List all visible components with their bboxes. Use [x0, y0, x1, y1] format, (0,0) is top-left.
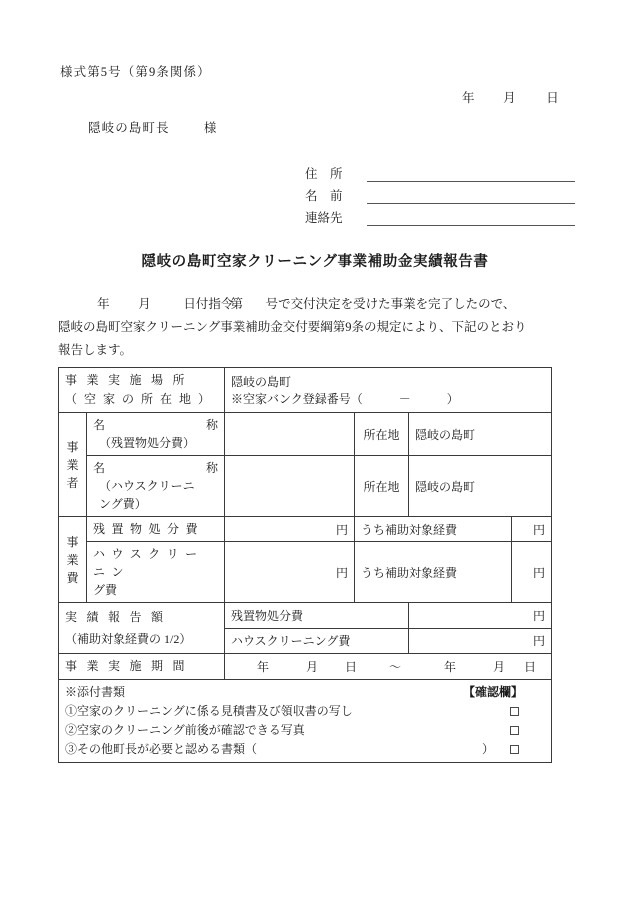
report-2-amount-unit: 円	[532, 634, 545, 649]
table-row-period	[59, 654, 552, 680]
operator-vertical-stack	[65, 438, 80, 492]
addressee-honorific: 様	[203, 121, 218, 135]
table-row-cost-1	[59, 517, 552, 542]
operator-char-2: 業	[66, 457, 79, 472]
attachment-item-2	[65, 721, 545, 740]
period-end-year: 年	[443, 660, 456, 674]
period-tilde: ～	[388, 660, 401, 674]
grant-number-prefix: 第	[230, 297, 244, 311]
place-label-line1: 事業実施場所	[65, 373, 195, 387]
operator-1-name-label-right: 称	[205, 418, 218, 432]
grant-day-order-label: 日付指令	[183, 297, 234, 311]
operator-1-location-label: 所在地	[355, 413, 409, 456]
applicant-contact-row	[305, 204, 575, 226]
operator-1-name-sub: （残置物処分費）	[99, 436, 196, 450]
report-amount-label-line2: （補助対象経費の 1/2）	[65, 632, 192, 646]
operator-2-name-input[interactable]	[225, 456, 355, 517]
table-row-operator-1	[59, 413, 552, 456]
cost-1-label: 残置物処分費	[87, 517, 225, 542]
operator-2-location-label: 所在地	[355, 456, 409, 517]
cost-2-label-line1: ハウスクリーニン	[93, 547, 204, 579]
report-1-amount-input[interactable]	[409, 603, 552, 629]
table-row-cost-2	[59, 542, 552, 603]
applicant-address-row	[305, 160, 575, 182]
attachment-item-3	[65, 740, 545, 759]
report-1-label: 残置物処分費	[225, 603, 409, 629]
date-day-label: 日	[546, 91, 559, 105]
operator-1-location-value[interactable]: 隠岐の島町	[409, 413, 552, 456]
cost-vertical-stack	[65, 533, 80, 587]
operator-2-name-sub2: ング費）	[99, 497, 147, 511]
attachment-item-3-checkbox[interactable]	[510, 745, 519, 754]
cost-1-subsidy-unit: 円	[532, 522, 545, 537]
cost-2-amount-input[interactable]	[225, 542, 355, 603]
attachment-item-1	[65, 702, 545, 721]
applicant-contact-input[interactable]	[367, 211, 575, 226]
operator-char-1: 事	[66, 439, 79, 454]
report-2-amount-input[interactable]	[409, 628, 552, 654]
cost-vertical-label	[59, 517, 87, 603]
submission-date-line	[462, 88, 559, 106]
period-end-day: 日	[523, 660, 536, 674]
attachments-heading-row	[65, 683, 545, 702]
date-year-label: 年	[462, 91, 475, 105]
body-paragraph	[58, 293, 558, 362]
body-line-3: 報告します。	[58, 343, 133, 357]
cost-1-subsidy-input[interactable]	[511, 517, 551, 542]
cost-char-2: 業	[66, 552, 79, 567]
operator-1-name-label: 名	[93, 418, 106, 432]
cost-char-3: 費	[66, 570, 79, 585]
applicant-fields	[305, 160, 575, 226]
report-2-label: ハウスクリーニング費	[225, 628, 409, 654]
attachment-item-1-label: ①空家のクリーニングに係る見積書及び領収書の写し	[65, 704, 353, 718]
table-row-operator-2	[59, 456, 552, 517]
cost-2-amount-unit: 円	[335, 565, 348, 580]
table-row-place	[59, 368, 552, 413]
period-start-day: 日	[344, 660, 357, 674]
table-row-report-1	[59, 603, 552, 629]
period-start-year: 年	[256, 660, 269, 674]
cost-2-label-line2: グ費	[93, 583, 118, 597]
cost-char-1: 事	[66, 534, 79, 549]
body-line-1	[58, 293, 558, 316]
applicant-contact-label: 連絡先	[305, 211, 343, 225]
attachments-heading: ※添付書類	[65, 685, 126, 699]
attachments-cell	[59, 680, 552, 763]
date-month-label: 月	[503, 91, 516, 105]
report-table	[58, 367, 552, 763]
addressee-name: 隠岐の島町長	[88, 121, 170, 135]
operator-2-name-sub: （ハウスクリーニ	[99, 479, 195, 493]
place-bank-number: ※空家バンク登録番号（ － ）	[231, 392, 459, 406]
operator-1-name-row	[93, 416, 218, 434]
report-1-amount-unit: 円	[532, 608, 545, 623]
cost-1-amount-input[interactable]	[225, 517, 355, 542]
place-value-town: 隠岐の島町	[231, 375, 292, 389]
place-value-cell[interactable]	[225, 368, 552, 413]
cost-2-subsidy-input[interactable]	[511, 542, 551, 603]
body-line-1-tail: 号で交付決定を受けた事業を完了したので、	[265, 297, 516, 311]
cost-1-subsidy-label: うち補助対象経費	[355, 517, 512, 542]
cost-2-label-cell	[87, 542, 225, 603]
applicant-address-input[interactable]	[367, 167, 575, 182]
place-label-line2: （空家の所在地）	[65, 392, 218, 406]
report-amount-label-line1: 実績報告額	[65, 610, 173, 624]
attachment-item-1-checkbox[interactable]	[510, 707, 519, 716]
operator-2-name-label-cell	[87, 456, 225, 517]
grant-year-label: 年	[97, 297, 110, 311]
applicant-name-input[interactable]	[367, 189, 575, 204]
grant-month-label: 月	[138, 297, 151, 311]
period-label: 事業実施期間	[59, 654, 225, 680]
place-label-cell	[59, 368, 225, 413]
attachment-item-3-label: ③その他町長が必要と認める書類（	[65, 742, 258, 756]
operator-1-name-input[interactable]	[225, 413, 355, 456]
table-row-attachments	[59, 680, 552, 763]
attachment-item-3-paren: ）	[481, 742, 494, 756]
cost-2-subsidy-unit: 円	[532, 565, 545, 580]
operator-vertical-label	[59, 413, 87, 517]
attachments-confirm-header: 【確認欄】	[462, 685, 523, 699]
period-end-month: 月	[492, 660, 505, 674]
operator-2-location-value[interactable]: 隠岐の島町	[409, 456, 552, 517]
operator-2-name-label: 名	[93, 461, 106, 475]
period-start-month: 月	[305, 660, 318, 674]
operator-1-name-label-cell	[87, 413, 225, 456]
attachment-item-2-checkbox[interactable]	[510, 726, 519, 735]
report-amount-label-cell	[59, 603, 225, 654]
attachment-item-2-label: ②空家のクリーニング前後が確認できる写真	[65, 723, 305, 737]
document-title: 隠岐の島町空家クリーニング事業補助金実績報告書	[141, 254, 489, 270]
operator-2-name-row	[93, 459, 218, 477]
operator-char-3: 者	[66, 475, 79, 490]
cost-2-subsidy-label: うち補助対象経費	[355, 542, 512, 603]
body-line-2: 隠岐の島町空家クリーニング事業補助金交付要綱第9条の規定により、下記のとおり	[58, 320, 527, 334]
applicant-address-label: 住 所	[305, 167, 343, 181]
form-number: 様式第5号（第9条関係）	[60, 65, 211, 79]
period-value-cell[interactable]	[225, 654, 552, 680]
addressee	[88, 118, 217, 136]
applicant-name-row	[305, 182, 575, 204]
cost-1-amount-unit: 円	[335, 522, 348, 537]
applicant-name-label: 名 前	[305, 189, 343, 203]
operator-2-name-label-right: 称	[205, 461, 218, 475]
